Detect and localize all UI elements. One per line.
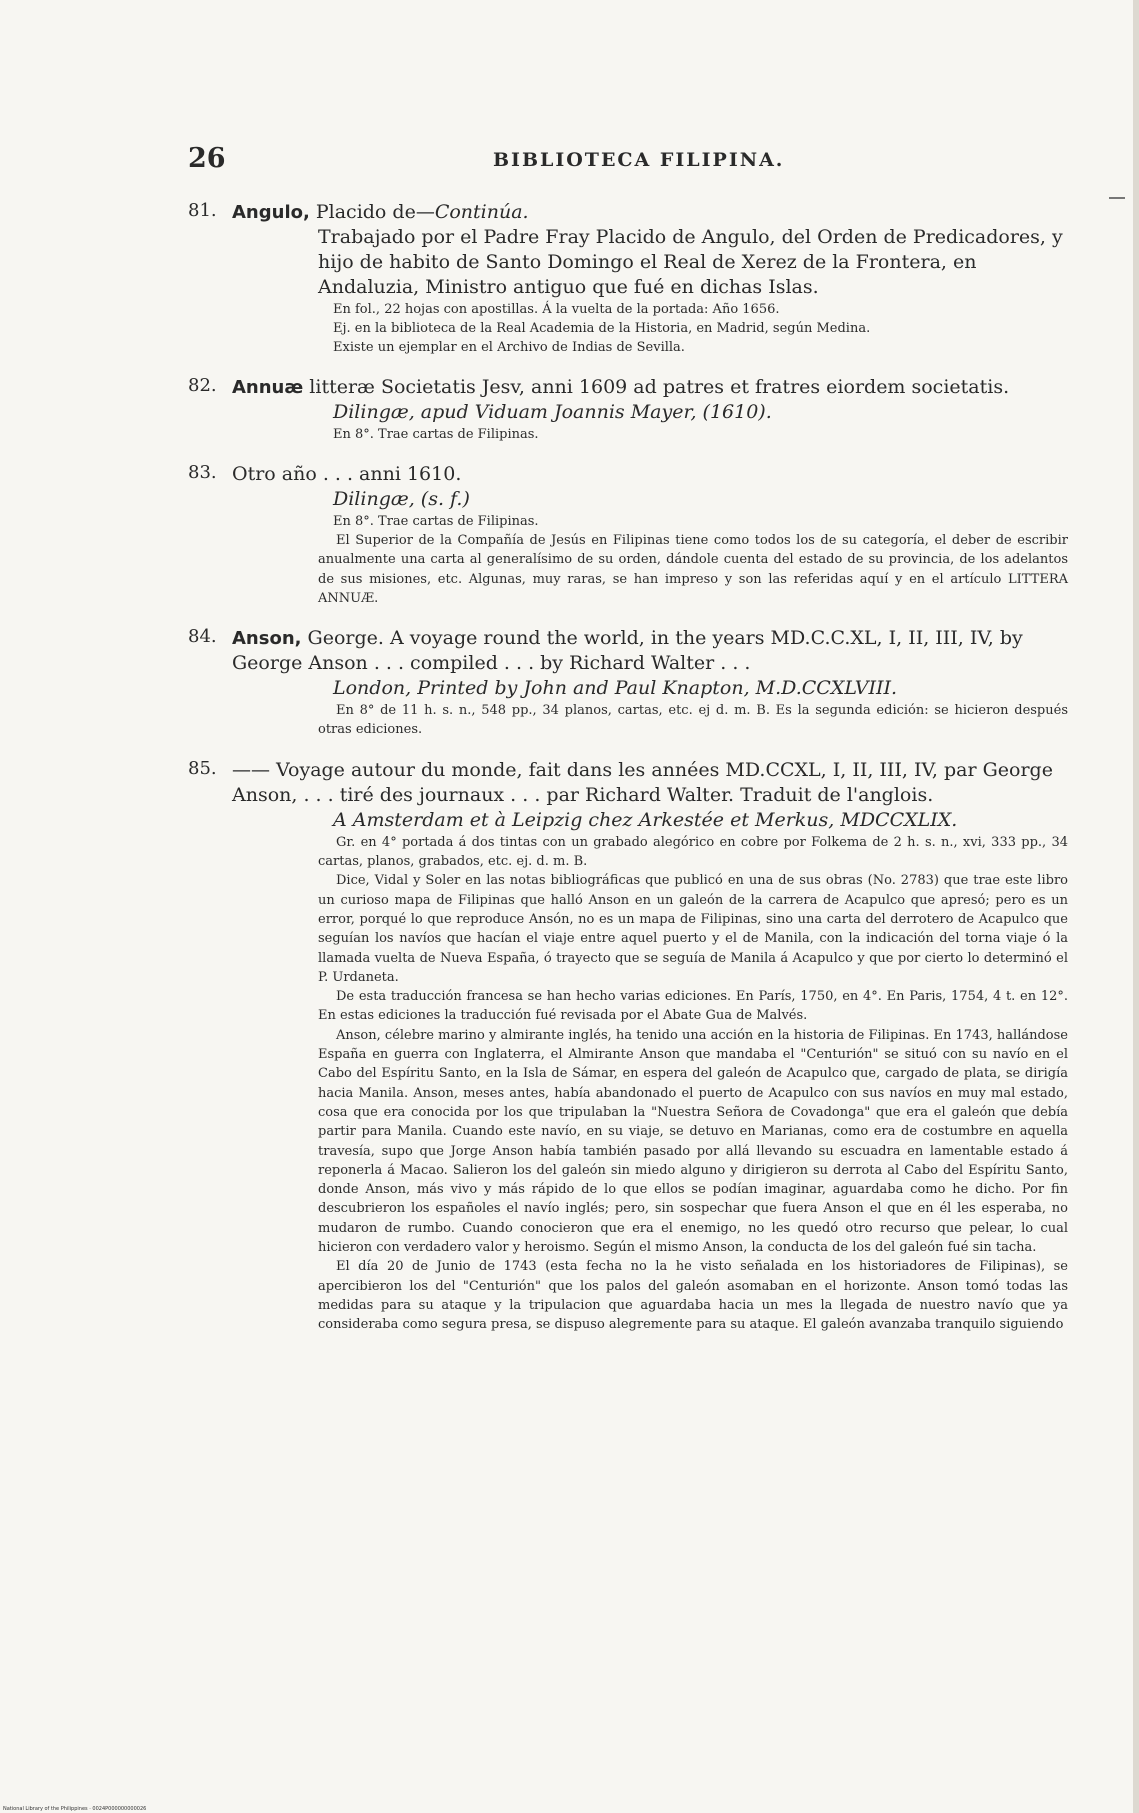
entry-imprint: Dilingæ, apud Viduam Joannis Mayer, (1610).	[333, 401, 772, 423]
entry-81	[188, 200, 1068, 357]
entry-number: 84.	[188, 626, 217, 648]
entry-author: Angulo,	[232, 202, 310, 223]
entry-number: 81.	[188, 200, 217, 221]
entry-heading: Otro año . . . anni 1610.	[232, 463, 462, 485]
entry-85	[188, 758, 1068, 1335]
entry-note: Ej. en la biblioteca de la Real Academia de la Historia, en Madrid, según Medina.	[333, 321, 871, 336]
entry-heading: —— Voyage autour du monde, fait dans les années MD.CCXL, I, II, III, IV, par George Anson, . . . tiré des journaux . . . par Richard Walter. Traduit de l'anglois.	[232, 758, 1053, 806]
entry-author: Anson,	[232, 628, 302, 650]
entry-imprint: London, Printed by John and Paul Knapton, M.D.CCXLVIII.	[333, 677, 897, 700]
entry-paragraph: Dice, Vidal y Soler en las notas bibliográficas que publicó en una de sus obras (No. 2783) que trae este libro un curioso mapa de Filipinas que halló Anson en un galeón de la carrera de Acapulco que apresó; pero es un error, porqué lo que reproduce Ansón, no es un mapa de Filipinas, sino una carta del derrotero de Acapulco que seguían los navíos que hacían el viaje entre aquel puerto y el de Manila, con la indicación del torna viaje ó la llamada vuelta de Nueva España, ó trayecto que se seguía de Manila á Acapulco y que por cierto lo determinó el P. Urdaneta.	[318, 873, 1068, 985]
entry-82	[188, 375, 1068, 444]
entry-note: En 8°. Trae cartas de Filipinas.	[333, 427, 539, 442]
running-header	[188, 143, 1068, 177]
entry-paragraph: Gr. en 4° portada á dos tintas con un grabado alegórico en cobre por Folkema de 2 h. s. n., xvi, 333 pp., 34 cartas, planos, grabados, etc. ej. d. m. B.	[318, 834, 1068, 870]
entries	[188, 200, 1068, 1353]
entry-text: Trabajado por el Padre Fray Placido de Angulo, del Orden de Predicadores, y hijo de habito de Santo Domingo el Real de Xerez de la Frontera, en Andaluzia, Ministro antiguo que fué en dichas Islas.	[318, 226, 1063, 298]
entry-paragraph: El Superior de la Compañía de Jesús en Filipinas tiene como todos los de su categoría, el deber de escribir anualmente una carta al generalísimo de su orden, dándole cuenta del estado de su provincia, de los adelantos de sus misiones, etc. Algunas, muy raras, se han impreso y son las referidas aquí y en el artículo LITTERA ANNUÆ.	[318, 533, 1068, 606]
entry-imprint: Dilingæ, (s. f.)	[333, 488, 470, 510]
entry-number: 85.	[188, 757, 217, 779]
entry-paragraph: Anson, célebre marino y almirante inglés, ha tenido una acción en la historia de Filipinas. En 1743, hallándose España en guerra con Inglaterra, el Almirante Anson que mandaba el "Centurión" se situó con su navío en el Cabo del Espíritu Santo, en la Isla de Sámar, en espera del galeón de Acapulco que, cargado de plata, se dirigía hacia Manila. Anson, meses antes, había abandonado el puerto de Acapulco con sus navíos en muy mal estado, cosa que era conocida por los que tripulaban la "Nuestra Señora de Covadonga" que era el galeón que debía partir para Manila. Cuando este navío, en su viaje, se detuvo en Marianas, como era de costumbre en aquella travesía, supo que Jorge Anson había también pasado por allá llevando su escuadra en lamentable estado á reponerla á Macao. Salieron los del galeón sin miedo alguno y dirigieron su derrota al Cabo del Espíritu Santo, donde Anson, más vivo y más rápido de lo que ellos se podían imaginar, aguardaba como he dicho. Por fin descubrieron los españoles el navío inglés; pero, sin sospechar que fuera Anson el que en él les esperaba, no mudaron de rumbo. Cuando conocieron que era el enemigo, no les quedó otro recurso que pelear, lo cual hicieron con verdadero valor y heroismo. Según el mismo Anson, la conducta de los del galeón fué sin tacha.	[318, 1027, 1068, 1256]
page-number: 26	[188, 143, 226, 174]
entry-paragraph: En 8° de 11 h. s. n., 548 pp., 34 planos, cartas, etc. ej d. m. B. Es la segunda edición: se hicieron después otras ediciones.	[318, 703, 1068, 738]
margin-mark	[1109, 197, 1125, 199]
entry-paragraph: El día 20 de Junio de 1743 (esta fecha no la he visto señalada en los historiadores de Filipinas), se apercibieron los del "Centurión" que los palos del galeón asomaban en el horizonte. Anson tomó todas las medidas para su ataque y la tripulacion que aguardaba hacia un mes la llegada de nuestro navío que ya consideraba como segura presa, se dispuso alegremente para su ataque. El galeón avanzaba tranquilo siguiendo	[318, 1259, 1068, 1333]
entry-heading: Annuæ litteræ Societatis Jesv, anni 1609 ad patres et fratres eiordem societatis.	[232, 376, 1010, 398]
entry-heading: Anson, George. A voyage round the world, in the years MD.C.C.XL, I, II, III, IV, by George Anson . . . compiled . . . by Richard Walter . . .	[232, 627, 1023, 675]
page-title: BIBLIOTECA FILIPINA.	[493, 149, 785, 171]
entry-84	[188, 626, 1068, 740]
scan-footer: National Library of the Philippines · 0024P000000000026	[3, 1806, 147, 1812]
entry-paragraph: De esta traducción francesa se han hecho varias ediciones. En París, 1750, en 4°. En Paris, 1754, 4 t. en 12°. En estas ediciones la traducción fué revisada por el Abate Gua de Malvés.	[318, 989, 1068, 1024]
entry-author: Annuæ	[232, 377, 304, 398]
entry-number: 83.	[188, 462, 217, 483]
entry-number: 82.	[188, 375, 217, 396]
continued-mark: Continúa.	[434, 201, 529, 223]
entry-83	[188, 462, 1068, 608]
entry-heading: Angulo, Placido de—Continúa.	[232, 201, 529, 223]
entry-note: En 8°. Trae cartas de Filipinas.	[333, 514, 539, 529]
entry-note: Existe un ejemplar en el Archivo de Indias de Sevilla.	[333, 340, 685, 355]
page-edge	[1133, 0, 1139, 1813]
entry-note: En fol., 22 hojas con apostillas. Á la vuelta de la portada: Año 1656.	[333, 302, 780, 317]
entry-imprint: A Amsterdam et à Leipzig chez Arkestée et Merkus, MDCCXLIX.	[333, 808, 958, 831]
